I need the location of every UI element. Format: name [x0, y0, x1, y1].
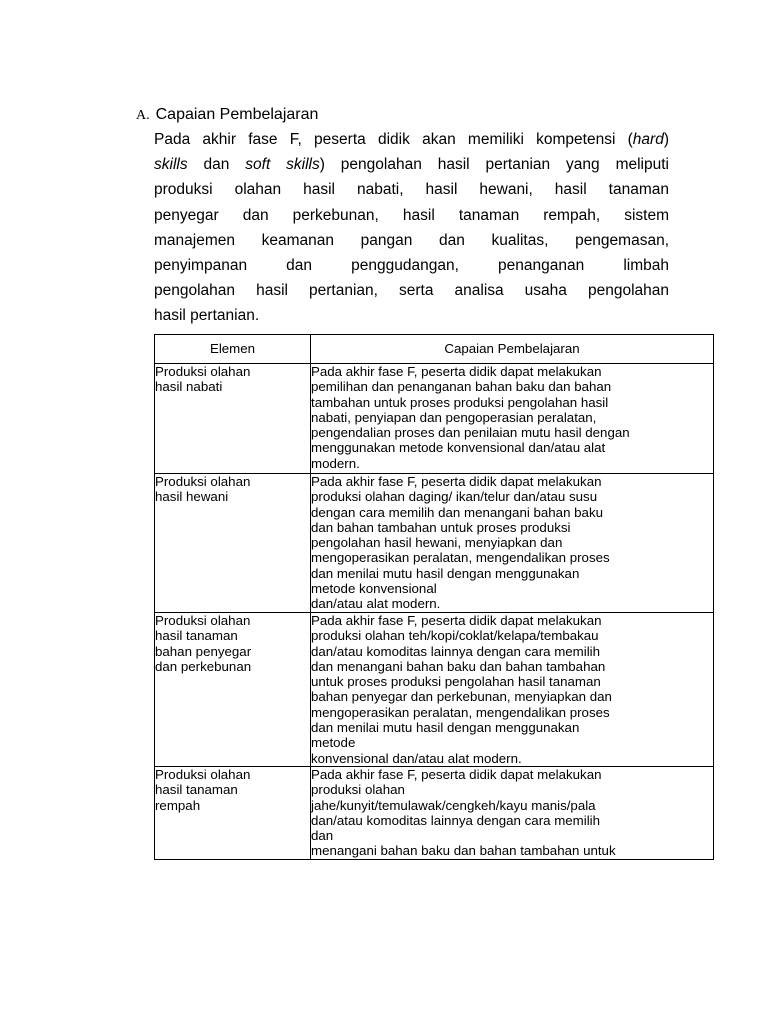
cell-line: hasil tanaman [155, 782, 238, 798]
cell-elemen [155, 767, 311, 860]
intro-paragraph [154, 127, 669, 329]
paragraph-text: ) pengolahan hasil pertanian yang meliputi [319, 156, 669, 174]
header-capaian: Capaian Pembelajaran [311, 335, 714, 364]
paragraph-line: hasil pertanian. [154, 307, 260, 325]
cell-line: Produksi olahan [155, 474, 251, 489]
cell-line: Produksi olahan [155, 364, 251, 379]
cell-line: dan menilai mutu hasil dengan menggunakan [311, 720, 580, 736]
cell-line: produksi olahan daging/ ikan/telur dan/atau susu [311, 489, 598, 505]
cell-line: untuk proses produksi pengolahan hasil tanaman [311, 674, 601, 690]
table-row [155, 364, 714, 474]
section-title: Capaian Pembelajaran [155, 106, 319, 123]
cell-elemen [155, 474, 311, 613]
cell-line: konvensional dan/atau alat modern. [311, 750, 522, 766]
cell-line: metode [311, 735, 356, 751]
cell-line: pengendalian proses dan penilaian mutu hasil dengan [311, 425, 630, 441]
cell-line: mengoperasikan peralatan, mengendalikan proses [311, 550, 610, 566]
header-elemen: Elemen [155, 335, 311, 364]
cell-line: modern. [311, 455, 360, 471]
cell-line: menggunakan metode konvensional dan/atau alat [311, 440, 606, 456]
cell-line: bahan penyegar [155, 643, 252, 659]
cell-line: dan/atau komoditas lainnya dengan cara memilih [311, 812, 601, 828]
cell-capaian [311, 474, 714, 613]
capaian-table [154, 334, 714, 860]
cell-line: dan perkebunan [155, 658, 252, 674]
cell-line: Pada akhir fase F, peserta didik dapat melakukan [311, 364, 602, 379]
cell-line: Produksi olahan [155, 767, 251, 782]
cell-line: Produksi olahan [155, 613, 251, 628]
cell-line: dan menangani bahan baku dan bahan tambahan [311, 658, 606, 674]
cell-line: hasil hewani [155, 489, 229, 505]
cell-line: jahe/kunyit/temulawak/cengkeh/kayu manis/pala [311, 797, 596, 813]
cell-capaian [311, 364, 714, 474]
cell-capaian [311, 613, 714, 767]
cell-line: produksi olahan teh/kopi/coklat/kelapa/tembakau [311, 628, 599, 644]
cell-line: hasil tanaman [155, 628, 238, 644]
table-row [155, 767, 714, 860]
cell-line: menangani bahan baku dan bahan tambahan untuk [311, 843, 616, 859]
cell-line: bahan penyegar dan perkebunan, menyiapkan dan [311, 689, 612, 705]
paragraph-line: Pada akhir fase F, peserta didik akan memiliki kompetensi (hard) [154, 131, 669, 148]
cell-line: hasil nabati [155, 379, 223, 395]
paragraph-text: Pada akhir fase F, peserta didik akan memiliki kompetensi ( [154, 131, 633, 148]
table-row [155, 613, 714, 767]
paragraph-italic-text: skills [154, 156, 188, 174]
cell-line: dan/atau alat modern. [311, 596, 441, 612]
cell-line: produksi olahan [311, 782, 405, 798]
cell-line: pengolahan hasil hewani, menyiapkan dan [311, 535, 563, 551]
cell-line: dan menilai mutu hasil dengan menggunakan [311, 565, 580, 581]
paragraph-italic-text: soft skills [245, 156, 320, 174]
cell-capaian [311, 767, 714, 860]
cell-elemen [155, 364, 311, 474]
cell-line: rempah [155, 797, 201, 813]
paragraph-line: penyimpanan dan penggudangan, penanganan limbah [154, 256, 669, 274]
cell-line: dan/atau komoditas lainnya dengan cara memilih [311, 643, 601, 659]
section-marker: A. [136, 108, 150, 123]
cell-line: Pada akhir fase F, peserta didik dapat melakukan [311, 767, 602, 782]
table-header-row [155, 335, 714, 364]
paragraph-text: dan [187, 156, 246, 174]
cell-line: metode konvensional [311, 581, 437, 597]
cell-line: dan [311, 828, 334, 844]
paragraph-line: produksi olahan hasil nabati, hasil hewani, hasil tanaman [154, 181, 669, 199]
cell-line: Pada akhir fase F, peserta didik dapat melakukan [311, 474, 602, 489]
cell-elemen [155, 613, 311, 767]
section-heading [136, 104, 318, 127]
paragraph-line: penyegar dan perkebunan, hasil tanaman rempah, sistem [154, 206, 669, 224]
cell-line: nabati, penyiapan dan pengoperasian peralatan, [311, 409, 597, 425]
paragraph-italic-text: hard [632, 131, 664, 148]
cell-line: dengan cara memilih dan menangani bahan baku [311, 504, 603, 520]
paragraph-line: pengolahan hasil pertanian, serta analisa usaha pengolahan [154, 282, 669, 300]
cell-line: pemilihan dan penanganan bahan baku dan bahan [311, 379, 612, 395]
cell-line: dan bahan tambahan untuk proses produksi [311, 519, 571, 535]
table-row [155, 474, 714, 613]
paragraph-line [154, 152, 669, 177]
cell-line: Pada akhir fase F, peserta didik dapat melakukan [311, 613, 602, 628]
cell-line: mengoperasikan peralatan, mengendalikan proses [311, 704, 610, 720]
cell-line: tambahan untuk proses produksi pengolahan hasil [311, 394, 609, 410]
paragraph-line: manajemen keamanan pangan dan kualitas, pengemasan, [154, 231, 669, 249]
